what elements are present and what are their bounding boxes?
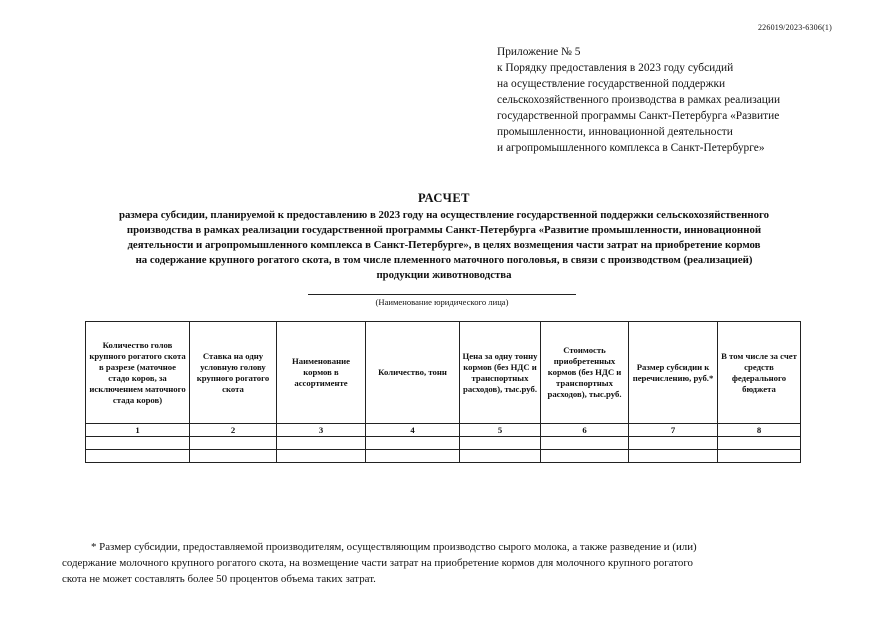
appendix-line: сельскохозяйственного производства в рамках реализации [497,94,781,106]
table-cell [190,450,277,463]
table-cell [541,450,629,463]
footnote-line: скота не может составлять более 50 процентов объема таких затрат. [62,573,376,585]
appendix-line: к Порядку предоставления в 2023 году субсидий [497,62,734,74]
column-number: 5 [460,424,541,437]
appendix-block [497,44,857,156]
appendix-line: и агропромышленного комплекса в Санкт-Петербурге» [497,142,765,154]
header-row [86,322,801,424]
table-cell [629,450,718,463]
appendix-line: на осуществление государственной поддержки [497,78,726,90]
subtitle-line: производства в рамках реализации государственной программы Санкт-Петербурга «Развитие промышленности, инновационной [126,224,762,236]
table-cell [86,450,190,463]
table-cell [718,437,801,450]
header-cell: Количество, тонн [366,322,460,424]
appendix-line: государственной программы Санкт-Петербурга «Развитие [497,110,780,122]
subtitle-line: на содержание крупного рогатого скота, в том числе племенного маточного поголовья, в связи с производством (реализацией) [135,254,753,266]
table-cell [718,450,801,463]
column-number: 1 [86,424,190,437]
table-row [86,437,801,450]
subtitle-line: размера субсидии, планируемой к предоставлению в 2023 году на осуществление государственной поддержки сельскохозяйственного [118,209,770,221]
appendix-line: Приложение № 5 [497,46,581,58]
table-cell [629,437,718,450]
column-number: 7 [629,424,718,437]
subtitle-line: деятельности и агропромышленного комплекса в Санкт-Петербурге», в целях возмещения части затрат на приобретение кормов [127,239,761,251]
header-cell: Размер субсидии к перечислению, руб.* [629,322,718,424]
column-number: 8 [718,424,801,437]
footnote [62,539,801,587]
table-cell [366,437,460,450]
footnote-line: * Размер субсидии, предоставляемой производителям, осуществляющим производство сырого молока, а также разведение и (или) [91,541,697,553]
column-number: 6 [541,424,629,437]
document-id: 226019/2023-6306(1) [757,23,832,32]
document-subtitle [40,208,848,283]
org-name-underline [308,294,576,295]
document-title: РАСЧЕТ [417,191,470,205]
table-row [86,450,801,463]
table-cell [366,450,460,463]
appendix-line: промышленности, инновационной деятельности [497,126,733,138]
org-name-caption: (Наименование юридического лица) [375,297,509,307]
column-number-row [86,424,801,437]
header-cell: Количество голов крупного рогатого скота в разрезе (маточное стадо коров, за исключением маточного стада коров) [86,322,190,424]
subtitle-line: продукции животноводства [376,269,512,281]
header-cell: Наименование кормов в ассортименте [277,322,366,424]
header-cell: В том числе за счет средств федерального бюджета [718,322,801,424]
calculation-table [85,321,801,463]
header-cell: Стоимость приобретенных кормов (без НДС и транспортных расходов), тыс.руб. [541,322,629,424]
header-cell: Цена за одну тонну кормов (без НДС и транспортных расходов), тыс.руб. [460,322,541,424]
column-number: 2 [190,424,277,437]
table-cell [277,450,366,463]
table-cell [190,437,277,450]
table-cell [460,437,541,450]
footnote-line: содержание молочного крупного рогатого скота, на возмещение части затрат на приобретение кормов для молочного крупного рогатого [62,557,693,569]
table-cell [277,437,366,450]
table-cell [541,437,629,450]
table-cell [460,450,541,463]
column-number: 3 [277,424,366,437]
table-cell [86,437,190,450]
column-number: 4 [366,424,460,437]
header-cell: Ставка на одну условную голову крупного рогатого скота [190,322,277,424]
